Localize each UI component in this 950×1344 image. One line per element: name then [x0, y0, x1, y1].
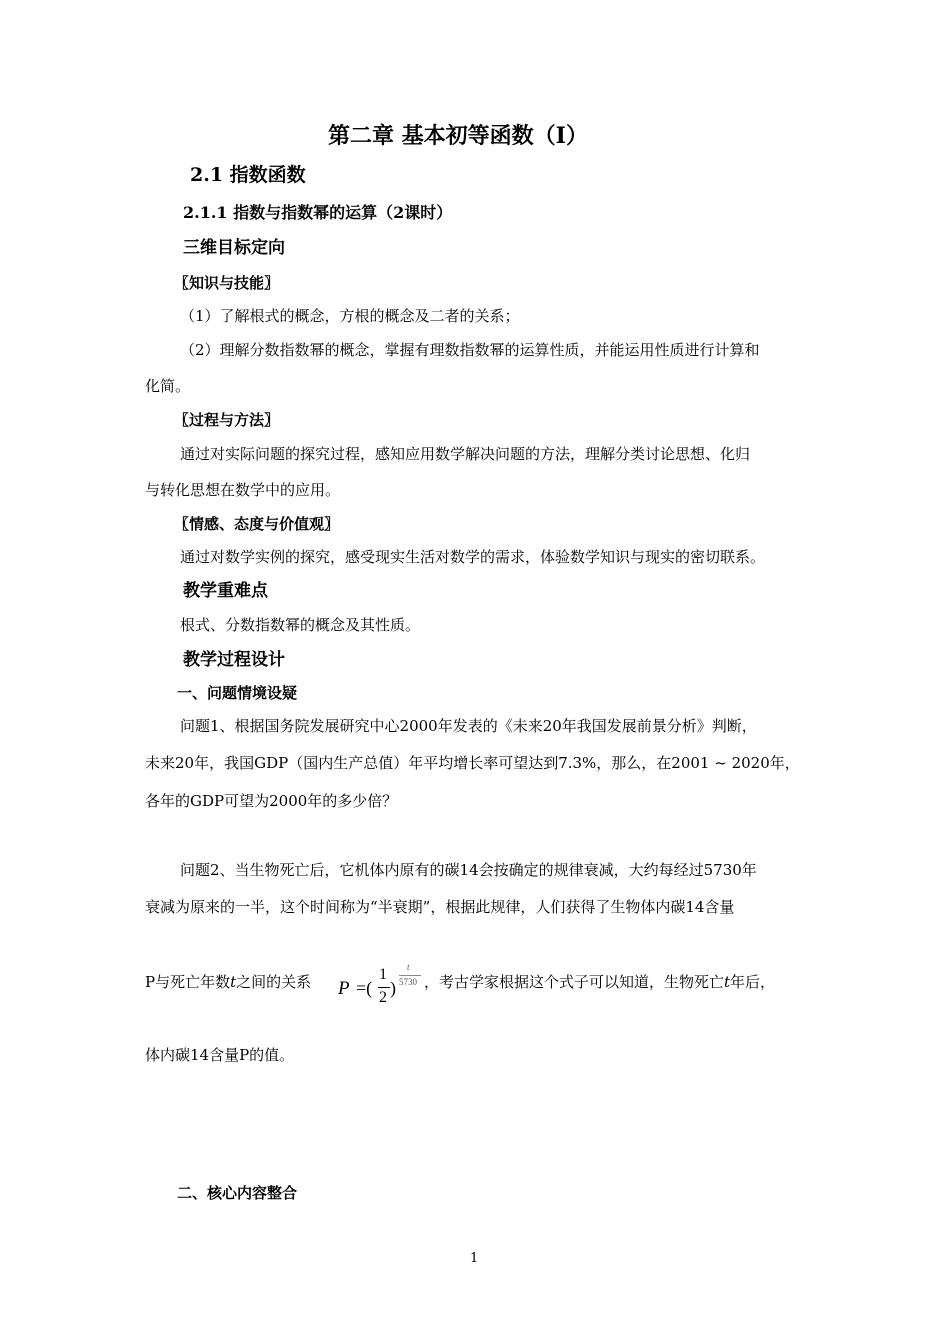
process-heading: 〖过程与方法〗 [174, 411, 280, 429]
formula-intro-text: P与死亡年数 [145, 973, 231, 991]
question-2-cont-3: 体内碳14含量P的值。 [145, 1046, 295, 1064]
section-title: 2.1 指数函数 [190, 164, 306, 186]
formula-lhs: P [338, 978, 350, 999]
formula-exp-bar [399, 975, 421, 976]
process-text-cont: 与转化思想在数学中的应用。 [145, 481, 341, 499]
design-heading: 教学过程设计 [183, 650, 285, 670]
knowledge-item-2: （2）理解分数指数幂的概念，掌握有理数指数幂的运算性质，并能运用性质进行计算和 [180, 341, 760, 359]
keypoints-heading: 教学重难点 [183, 581, 268, 601]
var-t-2: t [724, 973, 731, 991]
goals-heading: 三维目标定向 [183, 238, 285, 258]
question-1-cont-2: 各年的GDP可望为2000年的多少倍？ [145, 792, 398, 810]
formula-exp-den: 5730 [399, 977, 417, 987]
formula-exp-num: t [407, 962, 410, 972]
formula-frac-num: 1 [379, 966, 387, 983]
page-number: 1 [470, 1251, 479, 1266]
process-text: 通过对实际问题的探究过程，感知应用数学解决问题的方法，理解分类讨论思想、化归 [180, 445, 751, 463]
question-2-formula-line-end [424, 972, 775, 992]
part1-heading: 一、问题情境设疑 [177, 684, 298, 702]
formula [338, 962, 424, 1022]
question-2-cont: 衰减为原来的一半，这个时间称为“半衰期”，根据此规律，人们获得了生物体内碳14含量 [145, 898, 735, 916]
formula-frac-den: 2 [379, 989, 387, 1006]
knowledge-heading: 〖知识与技能〗 [174, 274, 280, 292]
formula-frac-bar [378, 987, 390, 988]
var-t: t [230, 973, 237, 991]
question-1-cont: 未来20年，我国GDP（国内生产总值）年平均增长率可望达到7.3%，那么，在2001 ~ 2020年， [145, 754, 800, 772]
knowledge-item-2-cont: 化简。 [145, 377, 191, 395]
emotion-text: 通过对数学实例的探究，感受现实生活对数学的需求，体验数学知识与现实的密切联系。 [180, 548, 766, 566]
formula-eq: =( [356, 978, 373, 998]
emotion-heading: 〖情感、态度与价值观〗 [174, 515, 340, 533]
part2-heading: 二、核心内容整合 [177, 1184, 298, 1202]
question-2-formula-line [145, 972, 311, 992]
formula-close: ) [390, 978, 396, 998]
question-1: 问题1、根据国务院发展研究中心2000年发表的《未来20年我国发展前景分析》判断， [180, 717, 757, 735]
formula-intro-text-2: 之间的关系 [236, 973, 312, 991]
chapter-title: 第二章 基本初等函数（Ⅰ） [328, 123, 588, 149]
formula-after-text-2: 年后， [730, 973, 776, 991]
knowledge-item-1: （1）了解根式的概念，方根的概念及二者的关系； [180, 307, 520, 325]
formula-after-text: ，考古学家根据这个式子可以知道，生物死亡 [424, 973, 725, 991]
question-2: 问题2、当生物死亡后，它机体内原有的碳14会按确定的规律衰减，大约每经过5730年 [180, 861, 757, 879]
keypoints-text: 根式、分数指数幂的概念及其性质。 [180, 616, 421, 634]
subsection-title: 2.1.1 指数与指数幂的运算（2课时） [183, 203, 453, 222]
